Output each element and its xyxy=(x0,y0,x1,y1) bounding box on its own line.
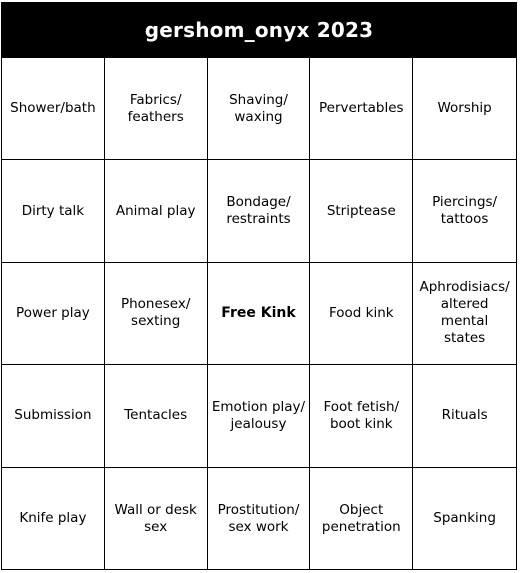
bingo-card xyxy=(1,2,517,570)
bingo-cell: Rituals xyxy=(413,365,516,467)
bingo-cell: Knife play xyxy=(2,468,105,570)
bingo-cell: Shower/bath xyxy=(2,58,105,160)
bingo-cell: Submission xyxy=(2,365,105,467)
bingo-grid xyxy=(2,57,516,570)
bingo-cell: Foot fetish/ boot kink xyxy=(310,365,413,467)
bingo-cell: Emotion play/ jealousy xyxy=(208,365,311,467)
card-title: gershom_onyx 2023 xyxy=(2,3,516,57)
free-cell: Free Kink xyxy=(208,263,311,365)
bingo-cell: Power play xyxy=(2,263,105,365)
bingo-cell: Worship xyxy=(413,58,516,160)
bingo-cell: Object penetration xyxy=(310,468,413,570)
bingo-cell: Striptease xyxy=(310,160,413,262)
bingo-cell: Prostitution/ sex work xyxy=(208,468,311,570)
bingo-cell: Piercings/ tattoos xyxy=(413,160,516,262)
bingo-cell: Food kink xyxy=(310,263,413,365)
bingo-cell: Animal play xyxy=(105,160,208,262)
bingo-cell: Fabrics/ feathers xyxy=(105,58,208,160)
bingo-cell: Spanking xyxy=(433,510,496,527)
bingo-cell: Shaving/ waxing xyxy=(208,58,311,160)
bingo-cell: Phonesex/ sexting xyxy=(105,263,208,365)
bingo-cell: Dirty talk xyxy=(2,160,105,262)
bingo-cell: Tentacles xyxy=(105,365,208,467)
bingo-cell: Wall or desk sex xyxy=(105,468,208,570)
bingo-cell: Bondage/ restraints xyxy=(208,160,311,262)
bingo-cell: Aphrodisiacs/ altered mental states xyxy=(413,263,516,365)
bingo-cell: Pervertables xyxy=(310,58,413,160)
